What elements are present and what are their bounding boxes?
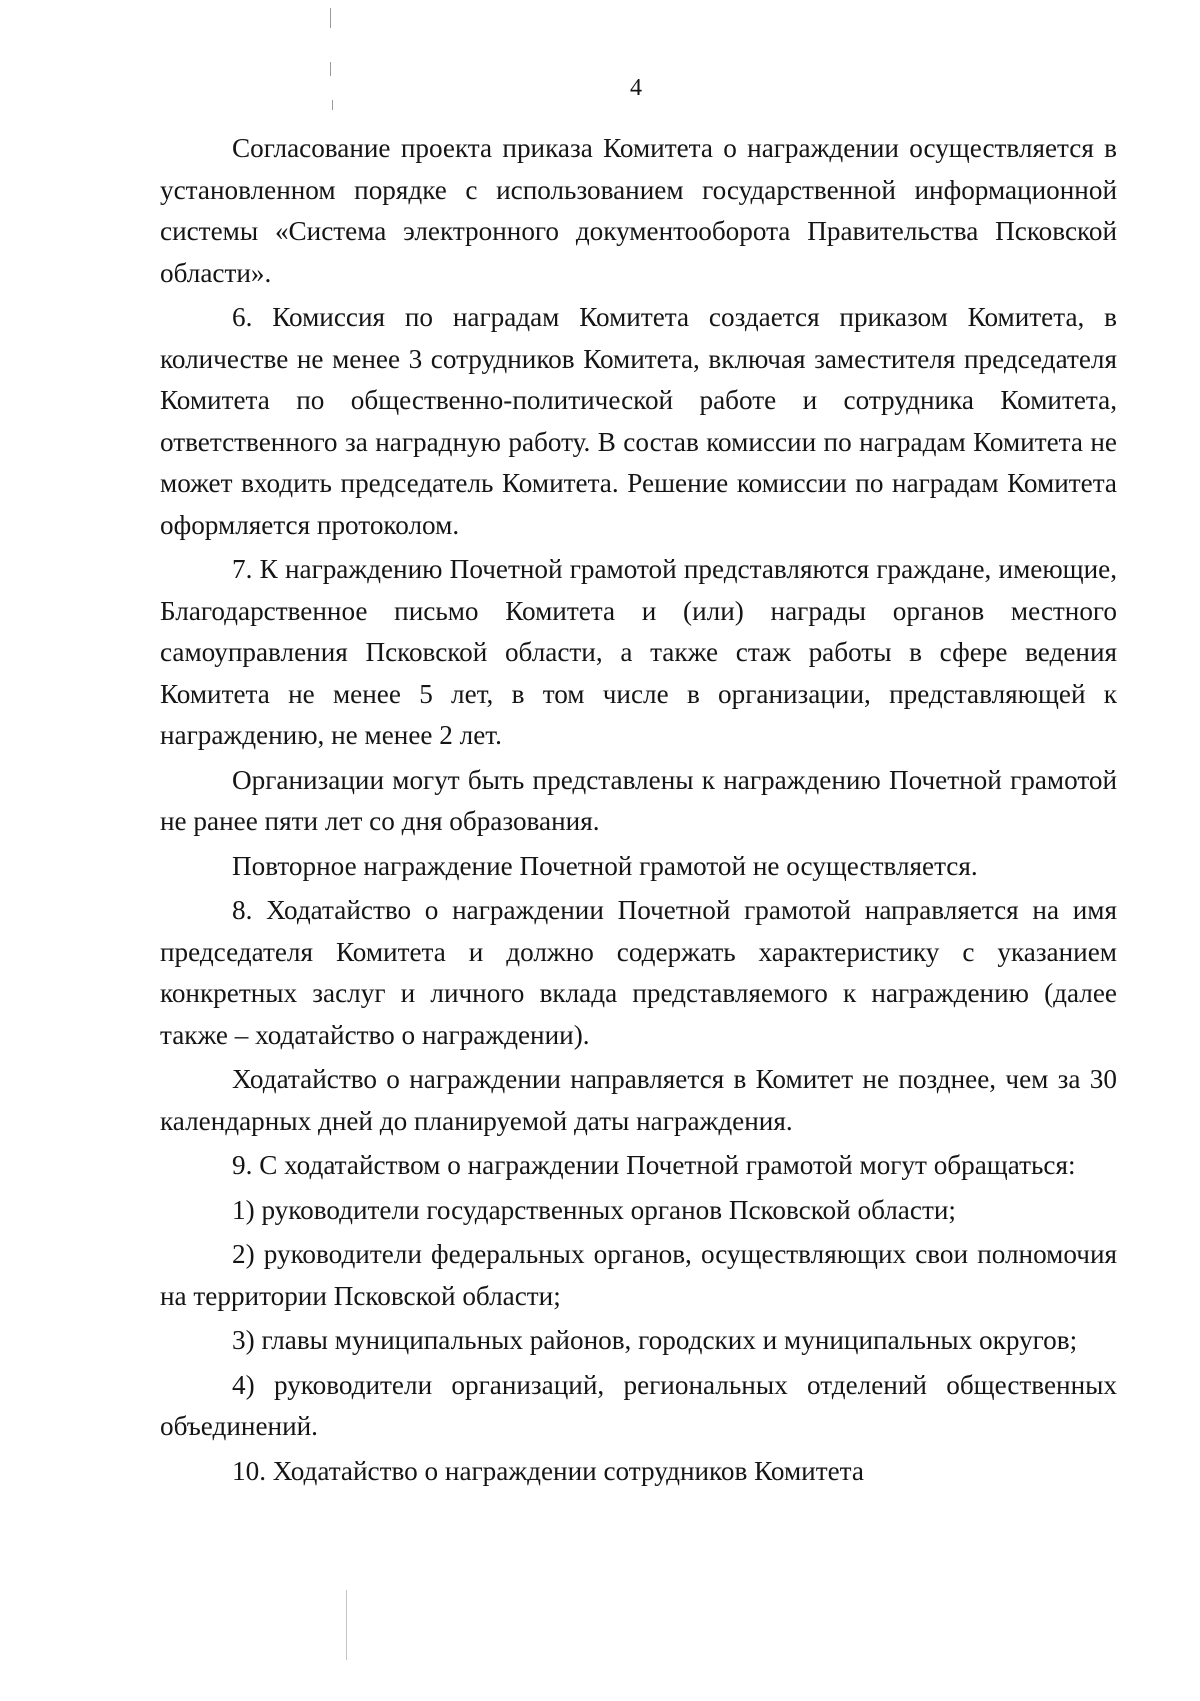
paragraph-item-8: 8. Ходатайство о награждении Почетной грамотой направляется на имя председателя Комитета и должно содержать характеристику с указанием конкретных заслуг и личного вклада представляемого к награждению (далее также – ходатайство о награждении). [160,895,1117,1050]
scan-artifact [346,1590,347,1660]
paragraph-approval: Согласование проекта приказа Комитета о награждении осуществляется в установленном порядке с использованием государственной информационной системы «Система электронного документооборота Правительства Псковской области». [160,133,1117,288]
document-body [160,128,1117,1495]
list-item-4: 4) руководители организаций, региональных отделений общественных объединений. [160,1369,1117,1441]
scan-artifact [332,100,333,110]
paragraph-item-10: 10. Ходатайство о награждении сотрудников Комитета [232,1455,864,1486]
paragraph-item-6: 6. Комиссия по наградам Комитета создается приказом Комитета, в количестве не менее 3 сотрудников Комитета, включая заместителя председателя Комитета по общественно-политической работе и сотрудника Комитета, ответственного за наградную работу. В состав комиссии по наградам Комитета не может входить председатель Комитета. Решение комиссии по наградам Комитета оформляется протоколом. [160,302,1117,540]
list-item-2: 2) руководители федеральных органов, осуществляющих свои полномочия на территории Псковской области; [160,1239,1117,1311]
list-item-3: 3) главы муниципальных районов, городских и муниципальных округов; [232,1325,1078,1355]
scan-artifact [330,62,331,76]
list-item-1: 1) руководители государственных органов Псковской области; [232,1194,956,1225]
paragraph-item-9: 9. С ходатайством о награждении Почетной грамотой могут обращаться: [232,1150,1076,1180]
paragraph-deadline: Ходатайство о награждении направляется в Комитет не позднее, чем за 30 календарных дней до планируемой даты награждения. [160,1064,1117,1136]
paragraph-item-7: 7. К награждению Почетной грамотой представляются граждане, имеющие, Благодарственное письмо Комитета и (или) награды органов местного самоуправления Псковской области, а также стаж работы в сфере ведения Комитета не менее 5 лет, в том числе в организации, представляющей к награждению, не менее 2 лет. [160,554,1117,750]
paragraph-organizations: Организации могут быть представлены к награждению Почетной грамотой не ранее пяти лет со дня образования. [160,764,1117,836]
paragraph-repeat-award: Повторное награждение Почетной грамотой не осуществляется. [232,850,978,881]
scan-artifact [330,8,331,28]
page-number: 4 [630,75,642,101]
